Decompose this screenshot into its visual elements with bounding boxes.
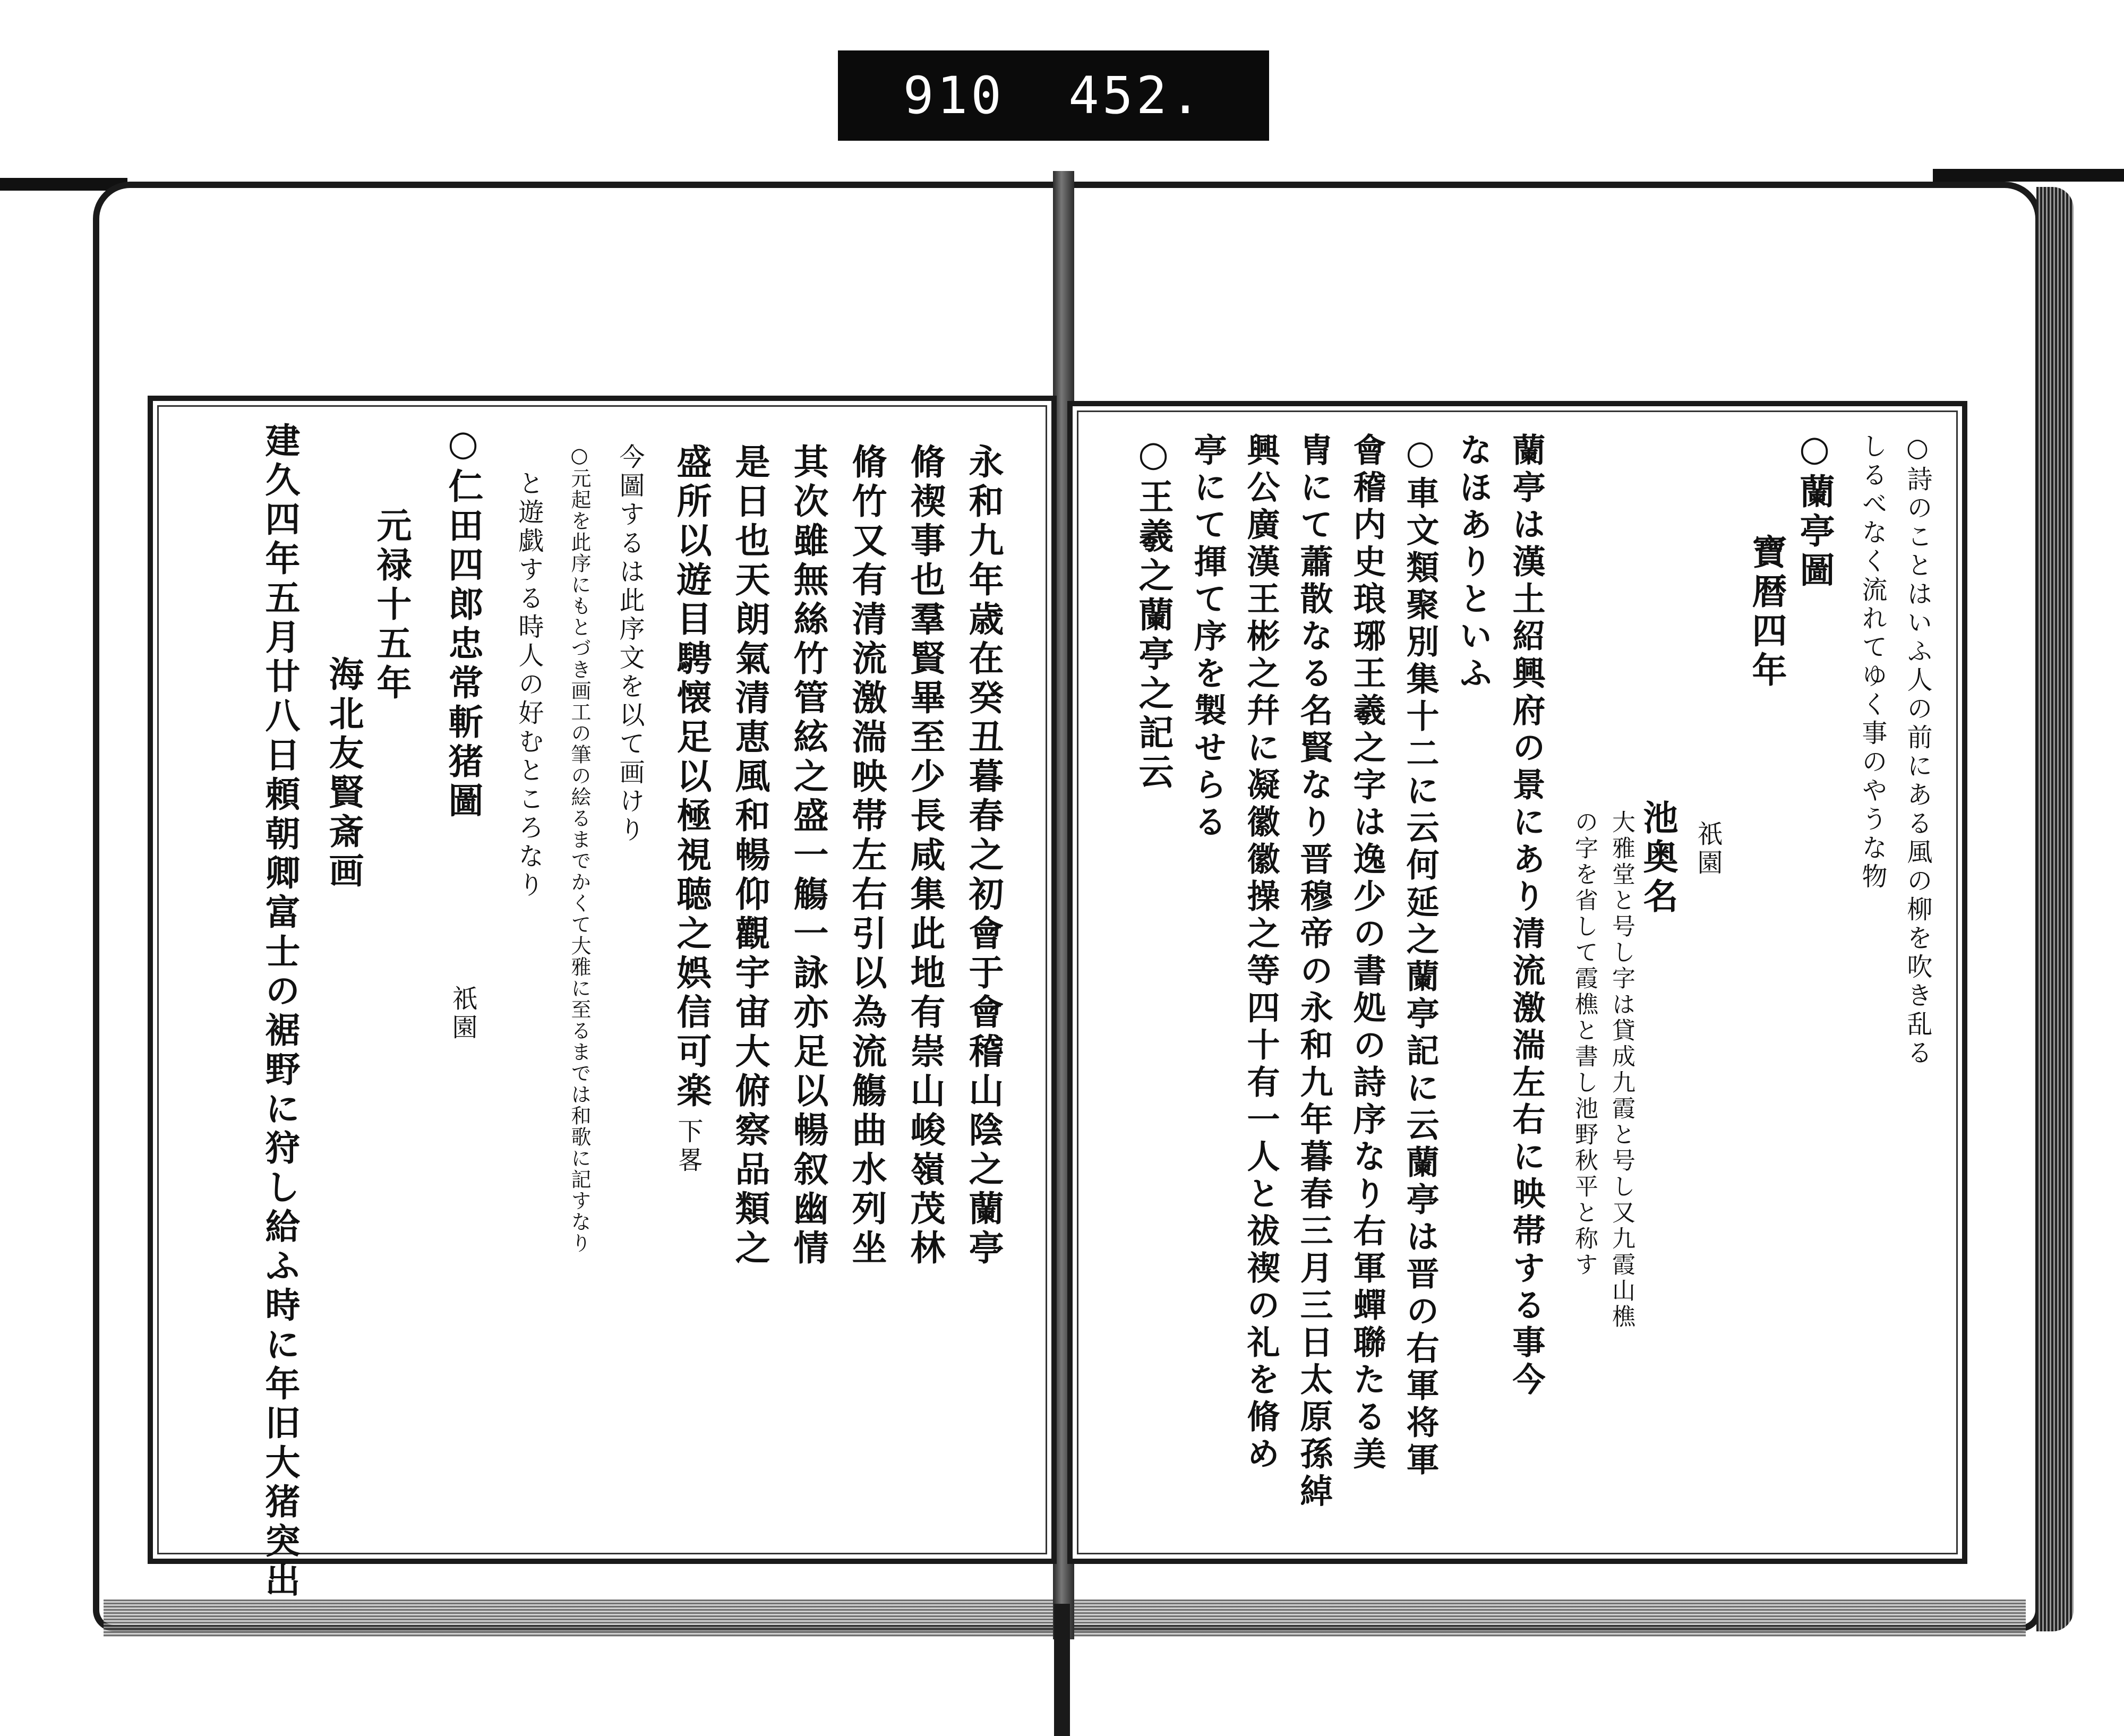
author-note-2: の字を省して霞樵と書し池野秋平と称す bbox=[1571, 810, 1598, 1278]
kanbun-line-1: 永和九年歳在癸丑暮春之初會于會稽山陰之蘭亭 bbox=[963, 443, 1004, 1269]
author-note-1: 大雅堂と号し字は貸成九霞と号し又九霞山樵 bbox=[1608, 810, 1635, 1330]
left-text-frame bbox=[148, 396, 1057, 1601]
poem-line-2: しるべなく流れてゆく事のやうな物 bbox=[1857, 433, 1887, 892]
right-author-name: 池奥名 bbox=[1637, 799, 1678, 917]
kanbun-omission-note: 下畧 bbox=[673, 1118, 703, 1175]
comment-line-2: ○元起を此序にもとづき画工の筆の絵るまでかくて大雅に至るまでは和歌に記すなり bbox=[568, 443, 591, 1254]
body-line-2: なほありといふ bbox=[1454, 433, 1493, 693]
catalog-label bbox=[838, 50, 1269, 141]
book-foredge bbox=[2036, 187, 2074, 1631]
body-line-5: 冑にて蕭散なる名賢なり晋穆帝の永和九年暮春三月三日太原孫綽 bbox=[1295, 433, 1333, 1511]
body-line-6: 興公廣漢王彬之幷に凝徽徽操之等四十有一人と祓禊の礼を脩め bbox=[1241, 433, 1280, 1474]
gutter-shadow bbox=[1054, 1604, 1070, 1736]
comment-line-3: と遊戯する時人の好むところなり bbox=[514, 470, 544, 900]
catalog-number-right: 452. bbox=[1068, 66, 1204, 125]
right-title: ○蘭亭圖 bbox=[1794, 427, 1835, 591]
kanbun-line-3: 脩竹又有清流激湍映帯左右引以為流觴曲水列坐 bbox=[846, 443, 887, 1269]
section-author-label: 祇園 bbox=[448, 985, 477, 1042]
body-line-8: ○王羲之蘭亭之記云 bbox=[1133, 433, 1174, 793]
right-text-frame bbox=[1067, 401, 1967, 1564]
body-line-7: 亭にて揮て序を製せらる bbox=[1188, 433, 1227, 842]
painter-line: 海北友賢斎画 bbox=[323, 656, 364, 892]
right-date: 寶暦四年 bbox=[1746, 534, 1787, 691]
body-line-3: ○車文類聚別集十二に云何延之蘭亭記に云蘭亭は晋の右軍将軍 bbox=[1401, 433, 1440, 1480]
body-line-4: 會稽内史琅琊王羲之字は逸少の書処の詩序なり右軍蟬聯たる美 bbox=[1348, 433, 1386, 1474]
date-line: 元禄十五年 bbox=[371, 507, 412, 704]
poem-line-1: ○詩のことはいふ人の前にある風の柳を吹き乱る bbox=[1903, 433, 1932, 1068]
history-line: 建久四年五月廿八日頼朝卿富士の裾野に狩し給ふ時に年旧大猪突出 bbox=[259, 422, 301, 1601]
right-author-label: 祇園 bbox=[1693, 820, 1723, 878]
section-title: ○仁田四郎忠常斬猪圖 bbox=[442, 422, 484, 822]
body-line-1: 蘭亭は漢土紹興府の景にあり清流激湍左右に映帯する事今 bbox=[1507, 433, 1546, 1399]
comment-line-1: 今圖するは此序文を以て画けり bbox=[615, 443, 645, 845]
catalog-number-left: 910 bbox=[903, 66, 1005, 125]
kanbun-line-6: 盛所以遊目騁懐足以極視聴之娯信可楽 bbox=[671, 443, 712, 1111]
kanbun-line-4: 其次雖無絲竹管絃之盛一觴一詠亦足以暢叙幽情 bbox=[787, 443, 829, 1269]
kanbun-line-2: 脩禊事也羣賢畢至少長咸集此地有崇山峻嶺茂林 bbox=[904, 443, 946, 1269]
kanbun-line-5: 是日也天朗氣清恵風和暢仰觀宇宙大俯察品類之 bbox=[729, 443, 770, 1269]
